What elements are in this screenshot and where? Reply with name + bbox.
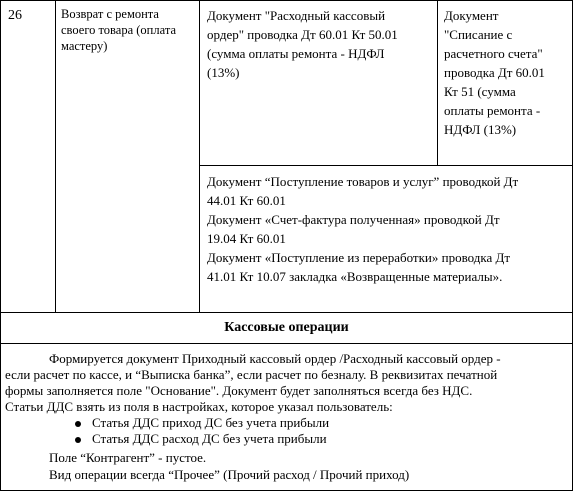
receipt-line: Документ “Поступление товаров и услуг” проводкой Дт [207, 174, 519, 189]
bank-doc-line: Кт 51 (сумма [444, 84, 516, 99]
counterparty-note: Поле “Контрагент” - пустое. [49, 450, 207, 465]
bullet-item: Статья ДДС приход ДС без учета прибыли [92, 415, 330, 430]
row-number: 26 [8, 8, 22, 23]
col-divider-1 [55, 0, 56, 312]
paragraph-line: если расчет по кассе, и “Выписка банка”, если расчет по безналу. В реквизитах печатной [5, 367, 498, 382]
description-line: мастеру) [61, 39, 108, 53]
row-divider-inner [199, 165, 573, 166]
bank-doc-line: проводка Дт 60.01 [444, 65, 545, 80]
receipt-line: 41.01 Кт 10.07 закладка «Возвращенные материалы». [207, 269, 503, 284]
bank-doc-line: оплаты ремонта - [444, 103, 541, 118]
bank-doc-line: "Списание с [444, 27, 513, 42]
col-divider-3 [437, 0, 438, 165]
section-title: Кассовые операции [224, 320, 349, 335]
paragraph-line: Статьи ДДС взять из поля в настройках, которое указал пользователь: [5, 399, 393, 414]
bullet-icon [75, 437, 81, 443]
receipt-line: Документ «Поступление из переработки» проводка Дт [207, 250, 511, 265]
receipt-line: 19.04 Кт 60.01 [207, 231, 286, 246]
table-border-top [0, 0, 573, 1]
row-divider [0, 312, 573, 313]
description-line: своего товара (оплата [61, 23, 176, 37]
table-border-left [0, 0, 1, 491]
operation-type-note: Вид операции всегда “Прочее” (Прочий расход / Прочий приход) [49, 467, 410, 482]
bullet-icon [75, 421, 81, 427]
bullet-item: Статья ДДС расход ДС без учета прибыли [92, 431, 327, 446]
paragraph-line: Формируется документ Приходный кассовый ордер /Расходный кассовый ордер - [49, 351, 501, 366]
bank-doc-line: Документ [444, 8, 499, 23]
col-divider-2 [199, 0, 200, 312]
cash-doc-line: Документ "Расходный кассовый [207, 8, 386, 23]
receipt-line: Документ «Счет-фактура полученная» проводкой Дт [207, 212, 500, 227]
cash-doc-line: (сумма оплаты ремонта - НДФЛ [207, 46, 385, 61]
cash-doc-line: ордер" проводка Дт 60.01 Кт 50.01 [207, 27, 398, 42]
description-line: Возврат с ремонта [61, 7, 159, 21]
bank-doc-line: расчетного счета" [444, 46, 543, 61]
receipt-line: 44.01 Кт 60.01 [207, 193, 286, 208]
bank-doc-line: НДФЛ (13%) [444, 122, 517, 137]
cash-doc-line: (13%) [207, 65, 240, 80]
paragraph-line: формы заполняется поле "Основание". Документ будет заполняться всегда без НДС. [5, 383, 473, 398]
section-heading-divider [0, 343, 573, 344]
